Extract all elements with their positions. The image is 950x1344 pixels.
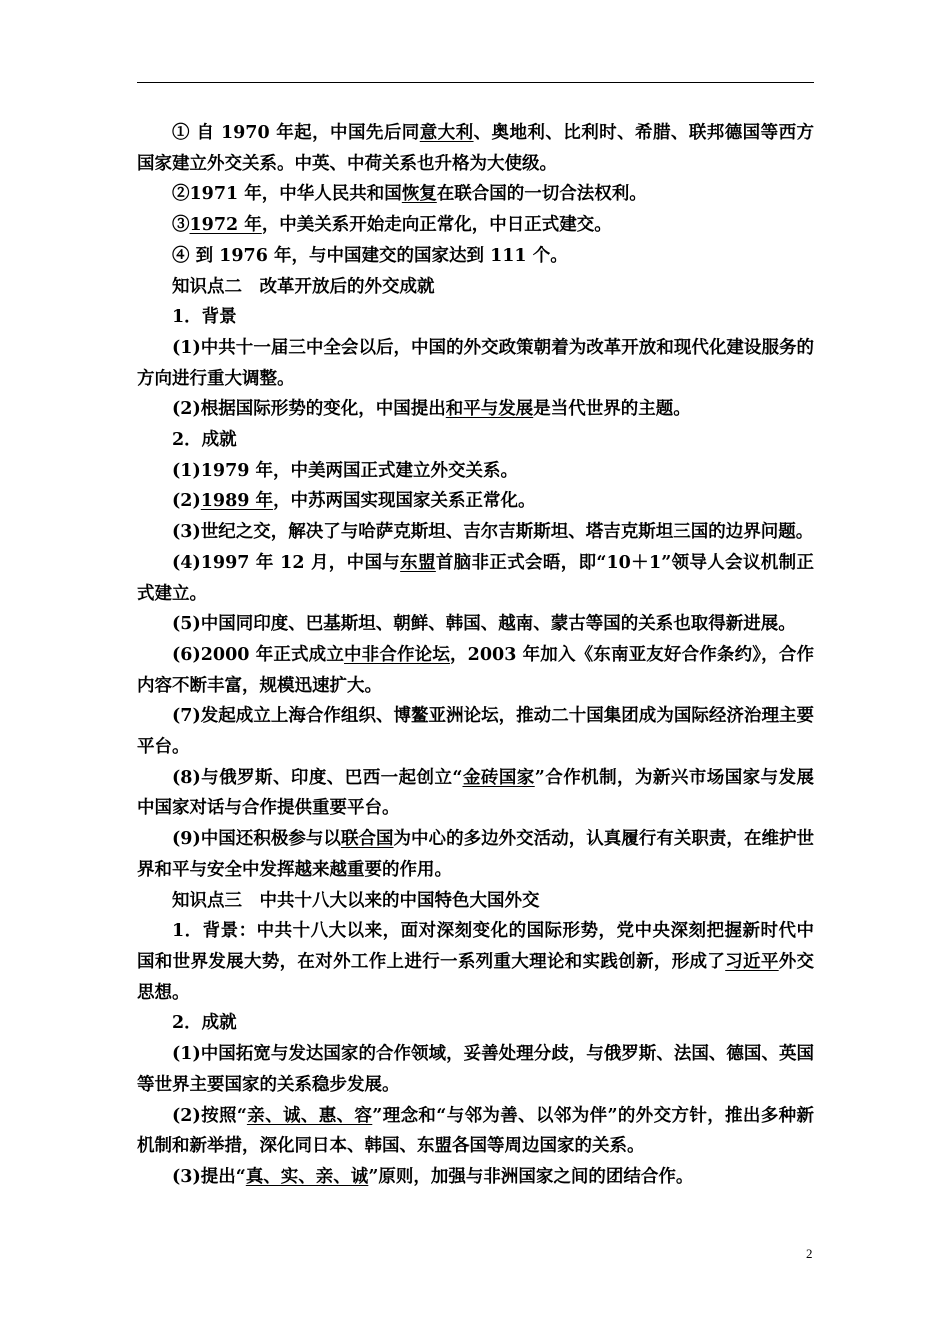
text-run: (5)中国同印度、巴基斯坦、朝鲜、韩国、越南、蒙古等国的关系也取得新进展。	[172, 614, 796, 635]
paragraph	[137, 179, 814, 210]
text-run: 、奥地利、比利时、希腊、联邦德国等西方国家建立外交关系。中英、中荷关系也升格为大使级。	[137, 123, 815, 174]
page-number: 2	[806, 1246, 813, 1261]
underlined-term: 意大利	[419, 123, 474, 143]
underlined-term: 真、实、亲、诚	[245, 1166, 369, 1187]
text-run: ③	[172, 215, 190, 236]
text-run: 首脑非正式会晤，即“10＋1”领导人会议机制正式建立。	[137, 552, 814, 604]
text-run: (2)	[172, 491, 201, 512]
underlined-term: 和平与发展	[445, 399, 534, 420]
paragraph	[137, 886, 814, 917]
underlined-term: 恢复	[401, 184, 437, 205]
text-run: (2)按照“	[172, 1105, 247, 1126]
paragraph	[137, 272, 814, 303]
text-run: 知识点三 中共十八大以来的中国特色大国外交	[172, 890, 540, 911]
text-run: (9)中国还积极参与以	[172, 829, 341, 850]
text-run: 外交思想。	[137, 951, 815, 1003]
underlined-term: 东盟	[400, 552, 436, 573]
text-run: (2)根据国际形势的变化，中国提出	[172, 399, 446, 420]
paragraph	[137, 1101, 814, 1162]
paragraph	[137, 1039, 814, 1100]
text-run: 为中心的多边外交活动，认真履行有关职责，在维护世界和平与安全中发挥越来越重要的作用。	[137, 829, 815, 880]
underlined-term: 金砖国家	[462, 767, 535, 788]
paragraph	[137, 701, 814, 762]
paragraph	[137, 609, 814, 640]
paragraph	[137, 394, 814, 425]
text-run: ”理念和“与邻为善、以邻为伴”的外交方针，推出多种新机制和新举措，深化同日本、韩国、东盟各国等周边国家的关系。	[137, 1105, 814, 1157]
text-run: 1．背景：中共十八大以来，面对深刻变化的国际形势，党中央深刻把握新时代中国和世界发展大势，在对外工作上进行一系列重大理论和实践创新，形成了	[137, 921, 814, 972]
text-run: (4)1997 年 12 月，中国与	[172, 552, 401, 573]
text-run: 在联合国的一切合法权利。	[436, 184, 647, 205]
text-run: ，中美关系开始走向正常化，中日正式建交。	[261, 215, 612, 236]
text-run: 1．背景	[172, 307, 237, 328]
paragraph	[137, 1008, 814, 1039]
underlined-term: 1989 年	[200, 491, 274, 512]
paragraph	[137, 824, 814, 885]
paragraph	[137, 486, 814, 517]
underlined-term: 联合国	[340, 829, 394, 850]
header-rule	[137, 82, 814, 83]
paragraph	[137, 210, 814, 241]
text-run: ”原则，加强与非洲国家之间的团结合作。	[368, 1166, 694, 1187]
text-run: ，中苏两国实现国家关系正常化。	[273, 491, 536, 512]
paragraph	[137, 241, 814, 272]
text-run: (7)发起成立上海合作组织、博鳌亚洲论坛，推动二十国集团成为国际经济治理主要平台。	[137, 706, 814, 758]
paragraph	[137, 763, 814, 824]
underlined-term: 亲、诚、惠、容	[246, 1105, 373, 1126]
text-run: ”合作机制，为新兴市场国家与发展中国家对话与合作提供重要平台。	[137, 767, 814, 819]
text-run: 知识点二 改革开放后的外交成就	[172, 276, 435, 297]
paragraph	[137, 456, 814, 487]
paragraph	[137, 1162, 814, 1193]
paragraph	[137, 333, 814, 394]
text-run: 是当代世界的主题。	[533, 399, 691, 420]
text-run: (1)1979 年，中美两国正式建立外交关系。	[172, 460, 519, 481]
paragraph	[137, 425, 814, 456]
text-run: ④ 到 1976 年，与中国建交的国家达到 111 个。	[172, 245, 568, 266]
underlined-term: 1972 年	[189, 215, 262, 236]
paragraph	[137, 916, 814, 1008]
text-run: ②1971 年，中华人民共和国	[172, 184, 402, 205]
paragraph	[137, 640, 814, 701]
paragraph	[137, 302, 814, 333]
underlined-term: 习近平	[725, 951, 779, 972]
text-run: (3)提出“	[172, 1166, 246, 1187]
paragraph	[137, 118, 814, 179]
text-run: 2．成就	[172, 1013, 237, 1034]
text-run: ① 自 1970 年起，中国先后同	[172, 123, 420, 143]
document-body	[137, 118, 814, 1193]
text-run: 2．成就	[172, 430, 237, 451]
text-run: ，2003 年加入《东南亚友好合作条约》，合作内容不断丰富，规模迅速扩大。	[137, 644, 814, 696]
paragraph	[137, 517, 814, 548]
text-run: (1)中国拓宽与发达国家的合作领域，妥善处理分歧，与俄罗斯、法国、德国、英国等世界主要国家的关系稳步发展。	[137, 1044, 814, 1095]
paragraph	[137, 548, 814, 609]
text-run: (8)与俄罗斯、印度、巴西一起创立“	[172, 767, 463, 788]
text-run: (3)世纪之交，解决了与哈萨克斯坦、吉尔吉斯斯坦、塔吉克斯坦三国的边界问题。	[172, 522, 814, 543]
underlined-term: 中非合作论坛	[344, 644, 450, 665]
text-run: (6)2000 年正式成立	[172, 644, 345, 665]
text-run: (1)中共十一届三中全会以后，中国的外交政策朝着为改革开放和现代化建设服务的方向进行重大调整。	[137, 337, 814, 389]
